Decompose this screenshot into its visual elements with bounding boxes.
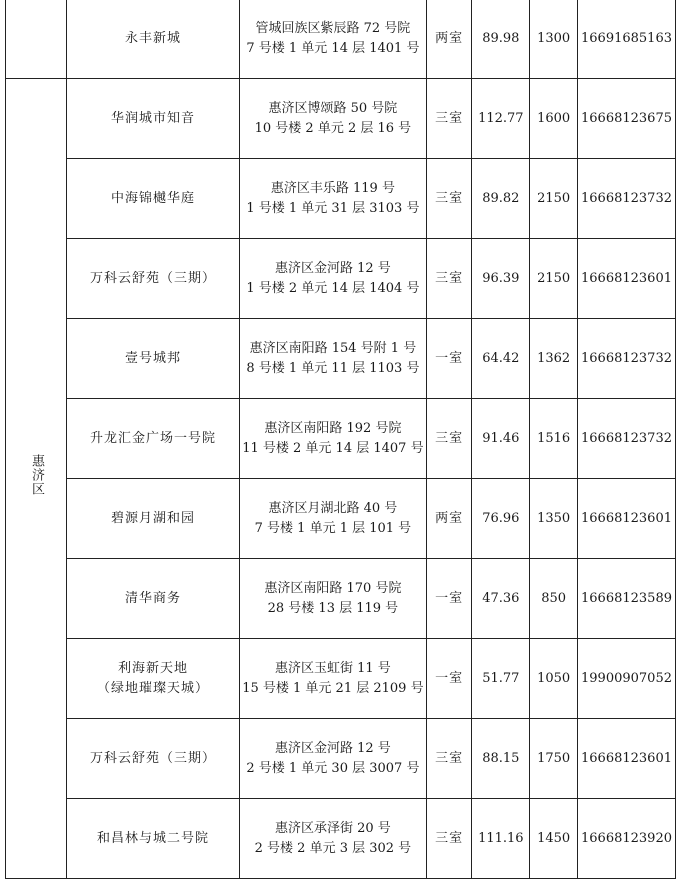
community-cell [67,399,240,479]
phone-cell [578,639,676,719]
area-cell [472,559,530,639]
phone-cell [578,319,676,399]
rent-value: 1050 [537,670,571,686]
room-type: 一室 [435,670,464,686]
community-cell [67,719,240,799]
rooms-cell [426,559,472,639]
address-line-1: 惠济区南阳路 170 号院 [264,580,402,596]
district-cell [6,79,67,879]
rent-value: 2150 [537,270,571,286]
table-row [6,479,676,559]
area-value: 89.82 [482,190,520,206]
room-type: 三室 [435,830,464,846]
phone-cell [578,0,676,79]
phone-number: 16668123675 [581,110,672,126]
area-value: 47.36 [482,590,520,606]
phone-cell [578,159,676,239]
phone-number: 16668123601 [581,510,672,526]
community-name: 碧源月湖和园 [110,510,195,526]
address-line-2: 8 号楼 1 单元 11 层 1103 号 [246,360,420,376]
community-name: 和昌林与城二号院 [96,830,209,846]
rent-cell [530,559,578,639]
table-row [6,559,676,639]
rent-cell [530,399,578,479]
table-row [6,639,676,719]
area-cell [472,239,530,319]
address-line-1: 惠济区南阳路 154 号附 1 号 [249,340,417,356]
rooms-cell [426,719,472,799]
community-cell [67,799,240,879]
area-value: 64.42 [482,350,520,366]
rooms-cell [426,479,472,559]
address-line-2: 7 号楼 1 单元 1 层 101 号 [254,520,412,536]
community-name: 万科云舒苑（三期） [89,750,216,766]
table-row [6,799,676,879]
address-line-1: 管城回族区紫辰路 72 号院 [255,20,411,36]
area-value: 51.77 [482,670,520,686]
room-type: 两室 [435,30,464,46]
phone-number: 16668123732 [581,190,672,206]
area-value: 96.39 [482,270,520,286]
community-alias: （绿地璀璨天城） [96,680,209,696]
address-cell [239,479,426,559]
phone-cell [578,239,676,319]
phone-number: 16691685163 [581,30,672,46]
rent-value: 1300 [537,30,571,46]
rent-value: 2150 [537,190,571,206]
rent-cell [530,719,578,799]
community-cell [67,559,240,639]
address-cell [239,399,426,479]
community-cell [67,0,240,79]
area-value: 112.77 [478,110,524,126]
area-cell [472,399,530,479]
community-cell [67,159,240,239]
rooms-cell [426,79,472,159]
room-type: 三室 [435,110,464,126]
address-line-2: 1 号楼 1 单元 31 层 3103 号 [246,200,420,216]
room-type: 三室 [435,430,464,446]
rooms-cell [426,0,472,79]
phone-number: 16668123601 [581,750,672,766]
rent-value: 1450 [537,830,571,846]
address-cell [239,719,426,799]
rent-cell [530,239,578,319]
community-cell [67,639,240,719]
rent-value: 1362 [537,350,571,366]
rooms-cell [426,639,472,719]
address-line-2: 11 号楼 2 单元 14 层 1407 号 [242,440,424,456]
area-cell [472,639,530,719]
rental-listing-table [5,0,676,879]
rent-cell [530,799,578,879]
address-cell [239,319,426,399]
phone-number: 19900907052 [581,670,672,686]
community-name: 永丰新城 [124,30,181,46]
rent-value: 850 [541,590,567,606]
address-line-1: 惠济区南阳路 192 号院 [264,420,402,436]
phone-number: 16668123589 [581,590,672,606]
area-value: 91.46 [482,430,520,446]
area-value: 89.98 [482,30,520,46]
table-row [6,159,676,239]
rent-value: 1750 [537,750,571,766]
phone-cell [578,719,676,799]
table-row [6,239,676,319]
address-line-1: 惠济区丰乐路 119 号 [270,180,395,196]
address-line-1: 惠济区金河路 12 号 [275,260,391,276]
address-line-2: 1 号楼 2 单元 14 层 1404 号 [246,280,420,296]
room-type: 三室 [435,750,464,766]
area-value: 111.16 [478,830,524,846]
address-cell [239,159,426,239]
address-cell [239,559,426,639]
rent-cell [530,79,578,159]
address-line-2: 28 号楼 13 层 119 号 [267,600,399,616]
address-line-1: 惠济区承泽街 20 号 [275,820,391,836]
rent-cell [530,479,578,559]
rental-listing-sheet [5,0,676,879]
community-name: 万科云舒苑（三期） [89,270,216,286]
rent-value: 1600 [537,110,571,126]
community-cell [67,239,240,319]
community-name: 华润城市知音 [110,110,195,126]
community-name: 清华商务 [124,590,181,606]
phone-number: 16668123920 [581,830,672,846]
address-line-2: 10 号楼 2 单元 2 层 16 号 [254,120,412,136]
table-row [6,0,676,79]
table-row [6,79,676,159]
phone-number: 16668123601 [581,270,672,286]
table-row [6,399,676,479]
address-line-2: 15 号楼 1 单元 21 层 2109 号 [242,680,424,696]
address-line-1: 惠济区月湖北路 40 号 [268,500,398,516]
address-line-2: 2 号楼 1 单元 30 层 3007 号 [246,760,420,776]
rent-value: 1516 [537,430,571,446]
community-name: 升龙汇金广场一号院 [89,430,216,446]
area-cell [472,159,530,239]
table-row [6,719,676,799]
phone-cell [578,479,676,559]
rooms-cell [426,159,472,239]
phone-number: 16668123732 [581,430,672,446]
rent-cell [530,159,578,239]
community-name: 中海锦樾华庭 [110,190,195,206]
district-label: 惠济区 [29,454,44,496]
area-cell [472,0,530,79]
area-cell [472,479,530,559]
room-type: 三室 [435,190,464,206]
phone-cell [578,799,676,879]
room-type: 三室 [435,270,464,286]
address-cell [239,239,426,319]
phone-cell [578,559,676,639]
community-name: 利海新天地 [117,660,188,676]
community-cell [67,79,240,159]
area-value: 88.15 [482,750,520,766]
address-line-2: 2 号楼 2 单元 3 层 302 号 [254,840,412,856]
phone-number: 16668123732 [581,350,672,366]
community-name: 壹号城邦 [124,350,181,366]
table-row [6,319,676,399]
address-cell [239,639,426,719]
address-line-2: 7 号楼 1 单元 14 层 1401 号 [246,40,420,56]
rent-value: 1350 [537,510,571,526]
area-value: 76.96 [482,510,520,526]
area-cell [472,319,530,399]
phone-cell [578,79,676,159]
district-cell-previous [6,0,67,79]
rooms-cell [426,799,472,879]
room-type: 一室 [435,590,464,606]
community-cell [67,319,240,399]
area-cell [472,719,530,799]
phone-cell [578,399,676,479]
community-cell [67,479,240,559]
rooms-cell [426,319,472,399]
rent-cell [530,319,578,399]
area-cell [472,79,530,159]
room-type: 两室 [435,510,464,526]
room-type: 一室 [435,350,464,366]
area-cell [472,799,530,879]
address-cell [239,799,426,879]
address-line-1: 惠济区玉虹街 11 号 [275,660,391,676]
rent-cell [530,639,578,719]
rent-cell [530,0,578,79]
address-cell [239,0,426,79]
address-line-1: 惠济区金河路 12 号 [275,740,391,756]
address-line-1: 惠济区博颂路 50 号院 [268,100,398,116]
address-cell [239,79,426,159]
rooms-cell [426,239,472,319]
rooms-cell [426,399,472,479]
